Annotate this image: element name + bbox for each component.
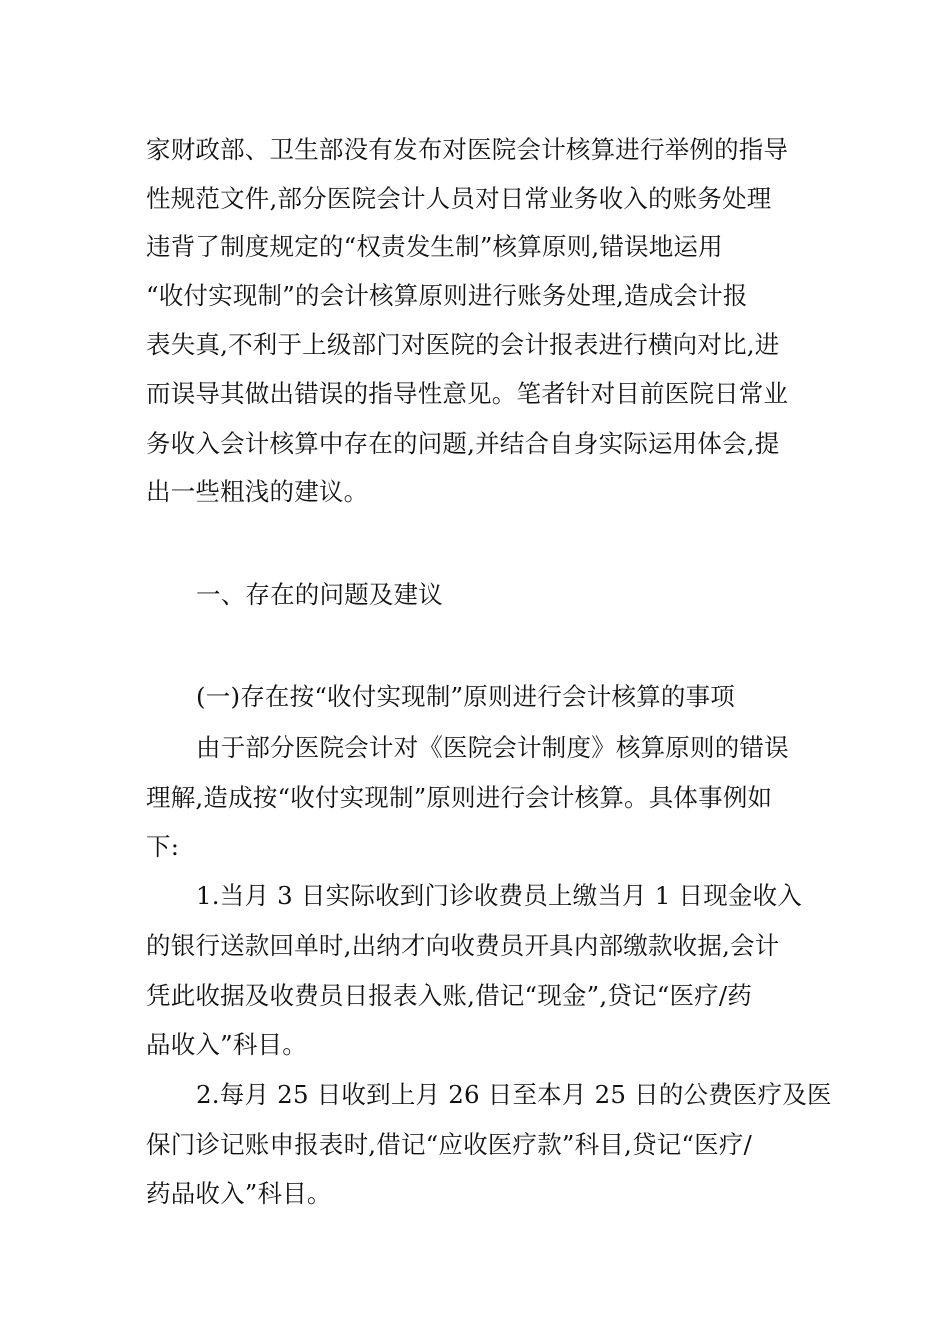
intro-line-6: 而误导其做出错误的指导性意见。笔者针对目前医院日常业 (146, 379, 789, 408)
item1-line-1: 1.当月 3 日实际收到门诊收费员上缴当月 1 日现金收入 (196, 881, 802, 910)
intro-line-7: 务收入会计核算中存在的问题,并结合自身实际运用体会,提 (146, 429, 780, 458)
para2-line-3: 下: (146, 832, 180, 861)
intro-line-3: 违背了制度规定的“权责发生制”核算原则,错误地运用 (146, 232, 723, 261)
section-heading: 一、存在的问题及建议 (196, 580, 443, 609)
item2-line-2: 保门诊记账申报表时,借记“应收医疗款”科目,贷记“医疗/ (146, 1130, 753, 1159)
intro-line-2: 性规范文件,部分医院会计人员对日常业务收入的账务处理 (146, 184, 772, 213)
para2-line-1: 由于部分医院会计对《医院会计制度》核算原则的错误 (196, 733, 789, 762)
intro-line-5: 表失真,不利于上级部门对医院的会计报表进行横向对比,进 (146, 330, 780, 359)
item1-line-2: 的银行送款回单时,出纳才向收费员开具内部缴款收据,会计 (146, 931, 780, 960)
intro-line-1: 家财政部、卫生部没有发布对医院会计核算进行举例的指导 (146, 135, 789, 164)
para2-line-2: 理解,造成按“收付实现制”原则进行会计核算。具体事例如 (146, 783, 773, 812)
item1-line-4: 品收入”科目。 (146, 1030, 307, 1059)
item2-line-1: 2.每月 25 日收到上月 26 日至本月 25 日的公费医疗及医 (196, 1080, 832, 1109)
item1-line-3: 凭此收据及收费员日报表入账,借记“现金”,贷记“医疗/药 (146, 981, 753, 1010)
subsection-heading: (一)存在按“收付实现制”原则进行会计核算的事项 (196, 682, 735, 711)
intro-line-4: “收付实现制”的会计核算原则进行账务处理,造成会计报 (146, 281, 748, 310)
item2-line-3: 药品收入”科目。 (146, 1179, 332, 1208)
intro-line-8: 出一些粗浅的建议。 (146, 477, 369, 506)
